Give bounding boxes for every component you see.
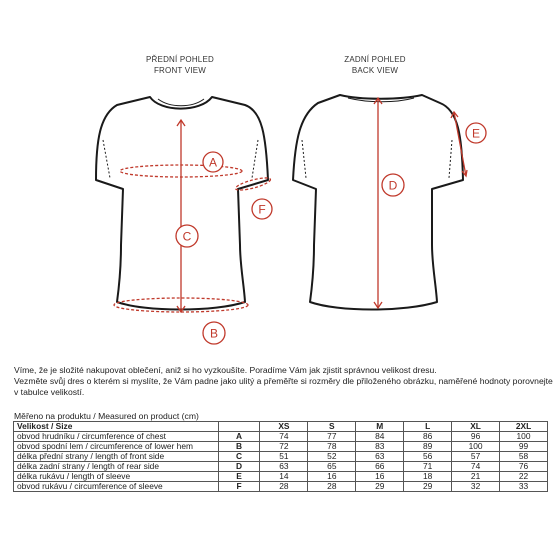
cell-value: 51 [260, 452, 308, 462]
cell-value: 100 [452, 442, 500, 452]
header-size-2xl: 2XL [500, 422, 548, 432]
row-code: F [218, 482, 260, 492]
header-size-l: L [404, 422, 452, 432]
header-size-m: M [356, 422, 404, 432]
table-row [14, 462, 548, 472]
cell-value: 16 [356, 472, 404, 482]
size-table-header-row [14, 422, 548, 432]
header-size-xl: XL [452, 422, 500, 432]
cell-value: 56 [404, 452, 452, 462]
cell-value: 32 [452, 482, 500, 492]
cell-value: 89 [404, 442, 452, 452]
row-label: délka zadní strany / length of rear side [14, 462, 219, 472]
marker-f [252, 199, 272, 219]
cell-value: 77 [308, 432, 356, 442]
marker-c-label: C [182, 229, 192, 244]
table-row [14, 482, 548, 492]
cell-value: 74 [260, 432, 308, 442]
header-code [218, 422, 260, 432]
measured-on-caption: Měřeno na produktu / Measured on product (cm) [14, 411, 199, 421]
marker-e [466, 123, 486, 143]
cell-value: 74 [452, 462, 500, 472]
cell-value: 83 [356, 442, 404, 452]
marker-b [203, 322, 225, 344]
row-label: délka přední strany / length of front side [14, 452, 219, 462]
marker-e-label: E [471, 126, 481, 141]
back-view-title-en: BACK VIEW [351, 66, 399, 75]
front-shirt [96, 97, 268, 310]
marker-d-label: D [388, 178, 398, 193]
cell-value: 52 [308, 452, 356, 462]
cell-value: 14 [260, 472, 308, 482]
row-code: D [218, 462, 260, 472]
cell-value: 57 [452, 452, 500, 462]
cell-value: 29 [404, 482, 452, 492]
cell-value: 76 [500, 462, 548, 472]
cell-value: 78 [308, 442, 356, 452]
cell-value: 63 [260, 462, 308, 472]
cell-value: 21 [452, 472, 500, 482]
row-code: E [218, 472, 260, 482]
marker-f-label: F [258, 202, 266, 217]
table-row [14, 432, 548, 442]
row-label: obvod spodní lem / circumference of lower hem [14, 442, 219, 452]
cell-value: 28 [260, 482, 308, 492]
cell-value: 29 [356, 482, 404, 492]
marker-d [382, 174, 404, 196]
cell-value: 22 [500, 472, 548, 482]
intro-line-2: Vezměte svůj dres o kterém si myslíte, že Vám padne jako ulitý a přeměřte si rozměry dle přiloženého obrázku, naměřené hodnoty porovnejte v tabulce velikostí. [14, 376, 553, 398]
header-size-xs: XS [260, 422, 308, 432]
cell-value: 100 [500, 432, 548, 442]
row-label: obvod hrudníku / circumference of chest [14, 432, 219, 442]
row-label: obvod rukávu / circumference of sleeve [14, 482, 219, 492]
table-row [14, 452, 548, 462]
marker-a-label: A [208, 155, 218, 170]
front-view-title-cz: PŘEDNÍ POHLED [146, 55, 214, 64]
cell-value: 66 [356, 462, 404, 472]
marker-a [203, 152, 223, 172]
cell-value: 72 [260, 442, 308, 452]
cell-value: 71 [404, 462, 452, 472]
header-size-label: Velikost / Size [14, 422, 219, 432]
row-label: délka rukávu / length of sleeve [14, 472, 219, 482]
table-row [14, 472, 548, 482]
cell-value: 65 [308, 462, 356, 472]
cell-value: 16 [308, 472, 356, 482]
cell-value: 86 [404, 432, 452, 442]
cell-value: 33 [500, 482, 548, 492]
back-view-title-cz: ZADNÍ POHLED [344, 55, 406, 64]
intro-line-1: Víme, že je složité nakupovat oblečení, aniž si ho vyzkoušíte. Poradíme Vám jak zjistit správnou velikost dresu. [14, 365, 437, 375]
cell-value: 99 [500, 442, 548, 452]
cell-value: 18 [404, 472, 452, 482]
sleeve-length-line [454, 112, 466, 176]
cell-value: 28 [308, 482, 356, 492]
cell-value: 96 [452, 432, 500, 442]
cell-value: 63 [356, 452, 404, 462]
measure-lines [114, 98, 467, 312]
table-row [14, 442, 548, 452]
cell-value: 58 [500, 452, 548, 462]
front-view-title-en: FRONT VIEW [153, 66, 207, 75]
size-table [13, 421, 548, 492]
intro-text [14, 365, 554, 399]
header-size-s: S [308, 422, 356, 432]
row-code: C [218, 452, 260, 462]
row-code: B [218, 442, 260, 452]
marker-c [176, 225, 198, 247]
row-code: A [218, 432, 260, 442]
marker-b-label: B [209, 326, 219, 341]
cell-value: 84 [356, 432, 404, 442]
